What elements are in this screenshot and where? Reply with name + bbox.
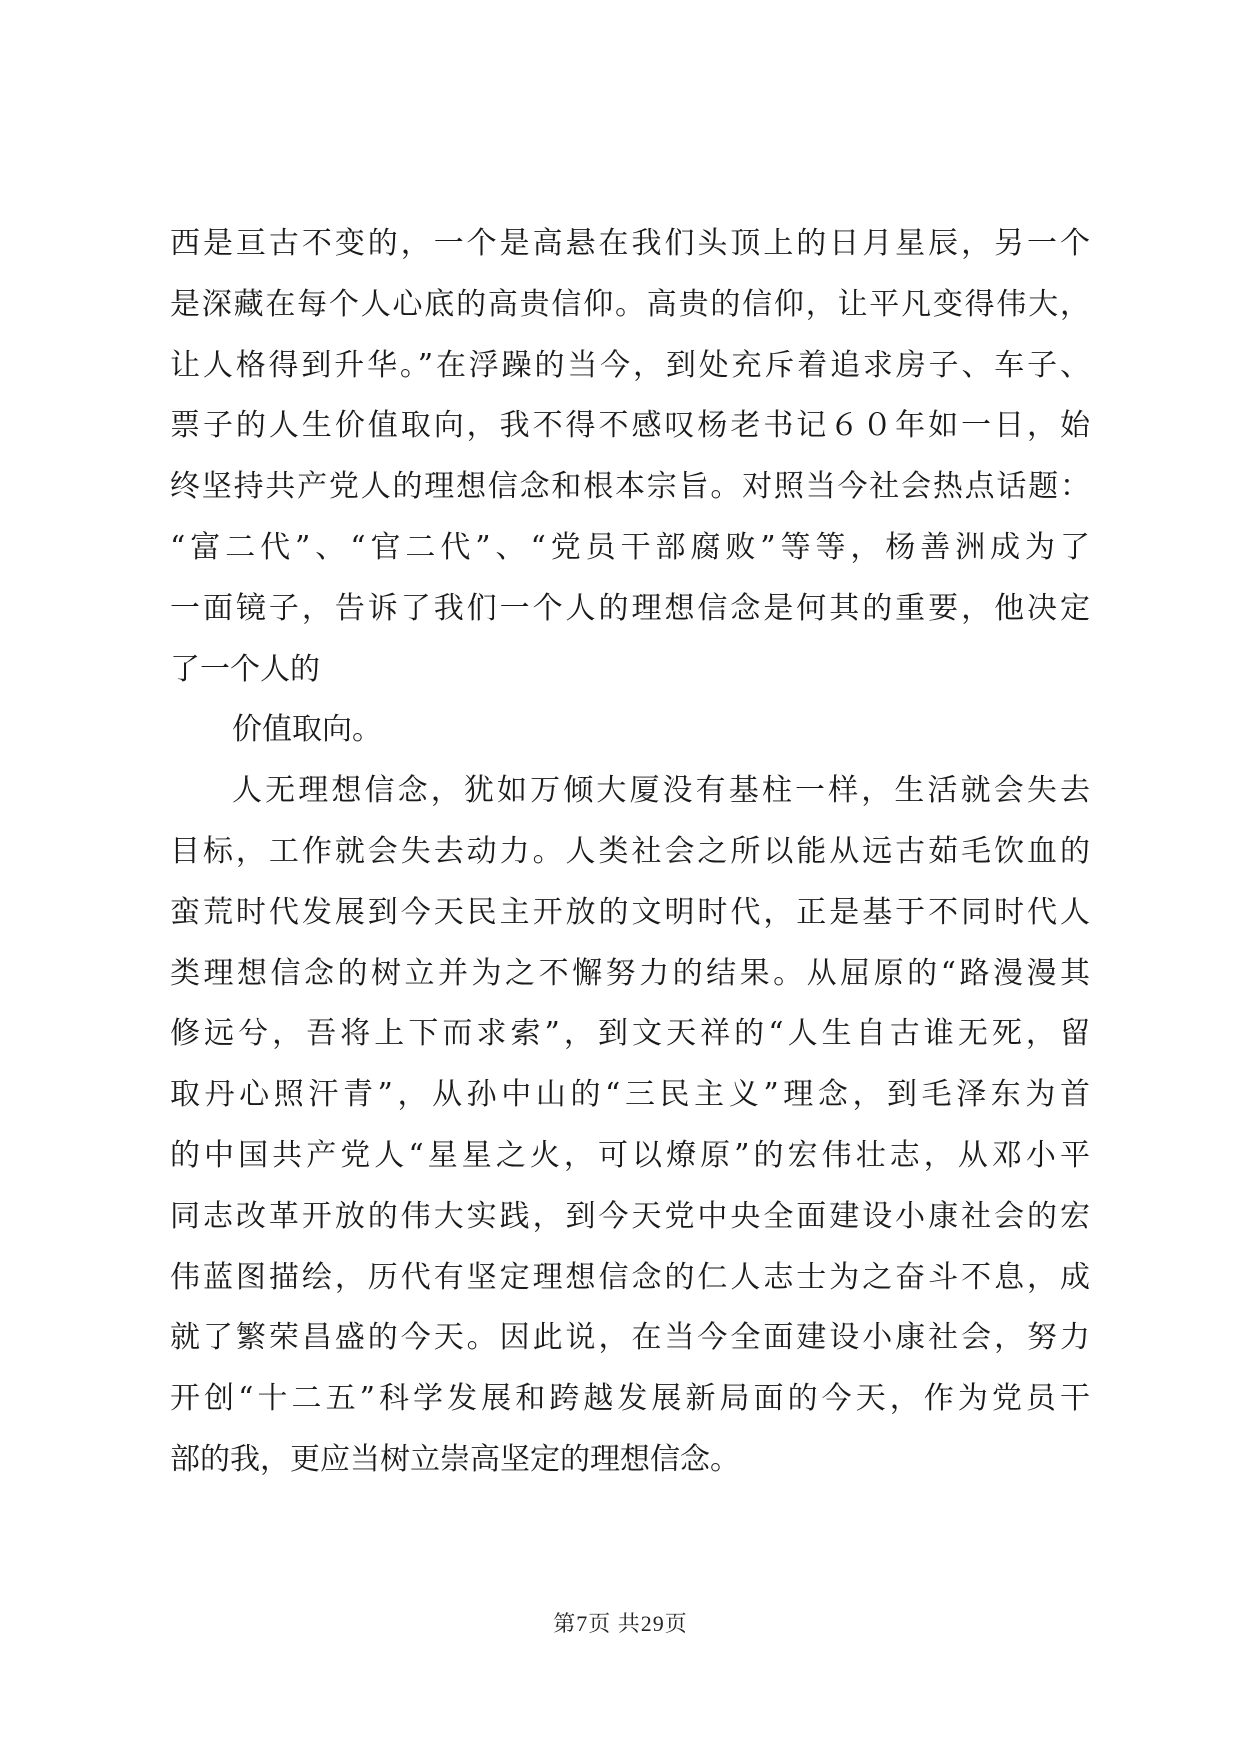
text-line: 开创“十二五”科学发展和跨越发展新局面的今天，作为党员干 [170, 1381, 1090, 1417]
text-line: 修远兮，吾将上下而求索”，到文天祥的“人生自古谁无死，留 [170, 1016, 1090, 1052]
text-line: 票子的人生价值取向，我不得不感叹杨老书记６０年如一日，始 [170, 408, 1090, 444]
text-line: 取丹心照汗青”，从孙中山的“三民主义”理念，到毛泽东为首 [170, 1077, 1090, 1113]
text-line: 让人格得到升华。”在浮躁的当今，到处充斥着追求房子、车子、 [170, 347, 1090, 383]
text-line: 终坚持共产党人的理想信念和根本宗旨。对照当今社会热点话题： [170, 469, 1090, 505]
text-line: 是深藏在每个人心底的高贵信仰。高贵的信仰，让平凡变得伟大， [170, 286, 1090, 322]
text-line: 蛮荒时代发展到今天民主开放的文明时代，正是基于不同时代人 [170, 894, 1090, 930]
text-line: 伟蓝图描绘，历代有坚定理想信念的仁人志士为之奋斗不息，成 [170, 1259, 1090, 1295]
text-line: 目标，工作就会失去动力。人类社会之所以能从远古茹毛饮血的 [170, 833, 1090, 869]
paragraph-line: 人无理想信念，犹如万倾大厦没有基柱一样，生活就会失去 [232, 773, 1090, 809]
text-line: 同志改革开放的伟大实践，到今天党中央全面建设小康社会的宏 [170, 1198, 1090, 1234]
text-line: 一面镜子，告诉了我们一个人的理想信念是何其的重要，他决定 [170, 590, 1090, 626]
text-line: 就了繁荣昌盛的今天。因此说，在当今全面建设小康社会，努力 [170, 1320, 1090, 1356]
text-line: 部的我，更应当树立崇高坚定的理想信念。 [170, 1441, 740, 1477]
paragraph-line: 价值取向。 [232, 712, 382, 748]
text-line: 类理想信念的树立并为之不懈努力的结果。从屈原的“路漫漫其 [170, 955, 1090, 991]
text-line: 西是亘古不变的，一个是高悬在我们头顶上的日月星辰，另一个 [170, 226, 1090, 261]
document-body [170, 214, 1090, 1491]
page-number-footer: 第7页 共29页 [553, 1611, 688, 1636]
text-line: “富二代”、“官二代”、“党员干部腐败”等等，杨善洲成为了 [170, 529, 1090, 565]
text-line: 了一个人的 [170, 651, 320, 687]
text-line: 的中国共产党人“星星之火，可以燎原”的宏伟壮志，从邓小平 [170, 1137, 1090, 1173]
